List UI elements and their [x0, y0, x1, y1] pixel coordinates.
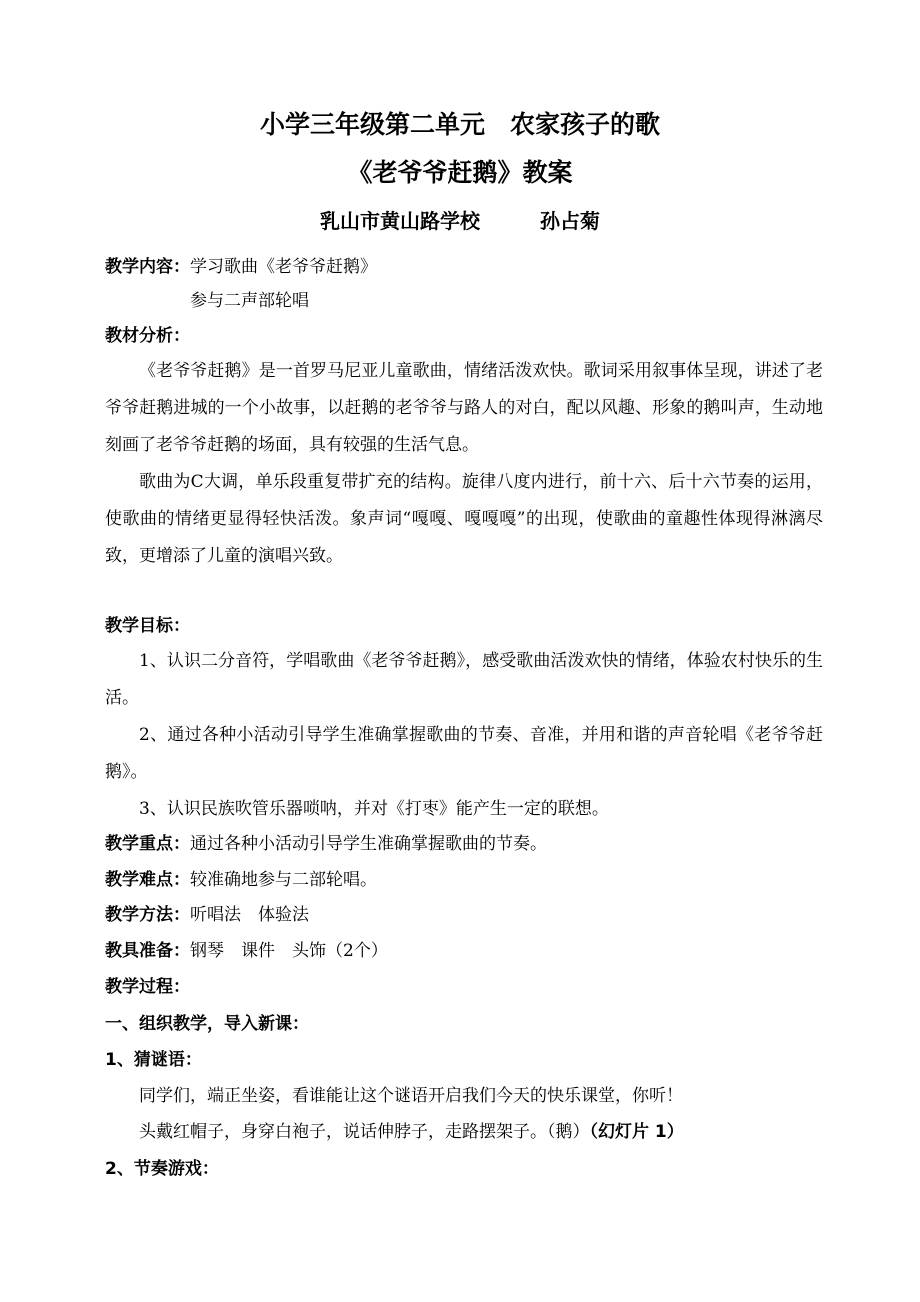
- content-row: [105, 255, 825, 279]
- key-point-row: [105, 832, 825, 856]
- method-text: 听唱法 体验法: [190, 905, 309, 925]
- slide-reference: （幻灯片 1）: [589, 1122, 684, 1142]
- author-line: 乳山市黄山路学校 孙占菊: [320, 209, 600, 233]
- analysis-paragraph-2: 歌曲为C大调，单乐段重复带扩充的结构。旋律八度内进行，前十六、后十六节奏的运用，使歌曲的情绪更显得轻快活泼。象声词“嘎嘎、嘎嘎嘎”的出现，使歌曲的童趣性体现得淋漓尽致，更增添了儿童的演唱兴致。: [105, 472, 823, 566]
- difficulty-text: 较准确地参与二部轮唱。: [190, 870, 377, 890]
- difficulty-row: [105, 868, 825, 892]
- tools-label: 教具准备：: [105, 941, 190, 961]
- analysis-paragraph-1: 《老爷爷赶鹅》是一首罗马尼亚儿童歌曲，情绪活泼欢快。歌词采用叙事体呈现，讲述了老爷爷赶鹅进城的一个小故事，以赶鹅的老爷爷与路人的对白，配以风趣、形象的鹅叫声，生动地刻画了老爷爷赶鹅的场面，具有较强的生活气息。: [105, 361, 823, 455]
- step-1-title: 1、猜谜语：: [105, 1050, 202, 1070]
- key-point-text: 通过各种小活动引导学生准确掌握歌曲的节奏。: [190, 834, 547, 854]
- difficulty-label: 教学难点：: [105, 870, 190, 890]
- step-2-title: 2、节奏游戏：: [105, 1159, 219, 1179]
- step-1-line-1: 同学们，端正坐姿，看谁能让这个谜语开启我们今天的快乐课堂，你听！: [139, 1086, 683, 1106]
- goals-label: 教学目标：: [105, 616, 190, 636]
- section-1-heading: 一、组织教学，导入新课：: [105, 1014, 309, 1034]
- content-line-2: 参与二声部轮唱: [190, 291, 309, 311]
- tools-row: [105, 939, 825, 963]
- method-label: 教学方法：: [105, 905, 190, 925]
- lesson-title: 《老爷爷赶鹅》教案: [347, 158, 573, 187]
- riddle-text: 头戴红帽子，身穿白袍子，说话伸脖子，走路摆架子。（鹅）: [139, 1122, 590, 1142]
- tools-text: 钢琴 课件 头饰（2个）: [190, 941, 388, 961]
- content-line-1: 学习歌曲《老爷爷赶鹅》: [190, 257, 377, 277]
- analysis-label: 教材分析：: [105, 326, 190, 346]
- goal-item-2: 2、通过各种小活动引导学生准确掌握歌曲的节奏、音准，并用和谐的声音轮唱《老爷爷赶鹅》。: [105, 725, 823, 782]
- method-row: [105, 903, 825, 927]
- process-label: 教学过程：: [105, 977, 190, 997]
- step-1-line-2: [105, 1120, 825, 1144]
- key-point-label: 教学重点：: [105, 834, 190, 854]
- document-title: 小学三年级第二单元 农家孩子的歌: [259, 110, 660, 139]
- goal-item-3: 3、认识民族吹管乐器唢呐，并对《打枣》能产生一定的联想。: [139, 799, 609, 819]
- goal-item-1: 1、认识二分音符，学唱歌曲《老爷爷赶鹅》，感受歌曲活泼欢快的情绪，体验农村快乐的生活。: [105, 651, 823, 708]
- content-label: 教学内容：: [105, 257, 190, 277]
